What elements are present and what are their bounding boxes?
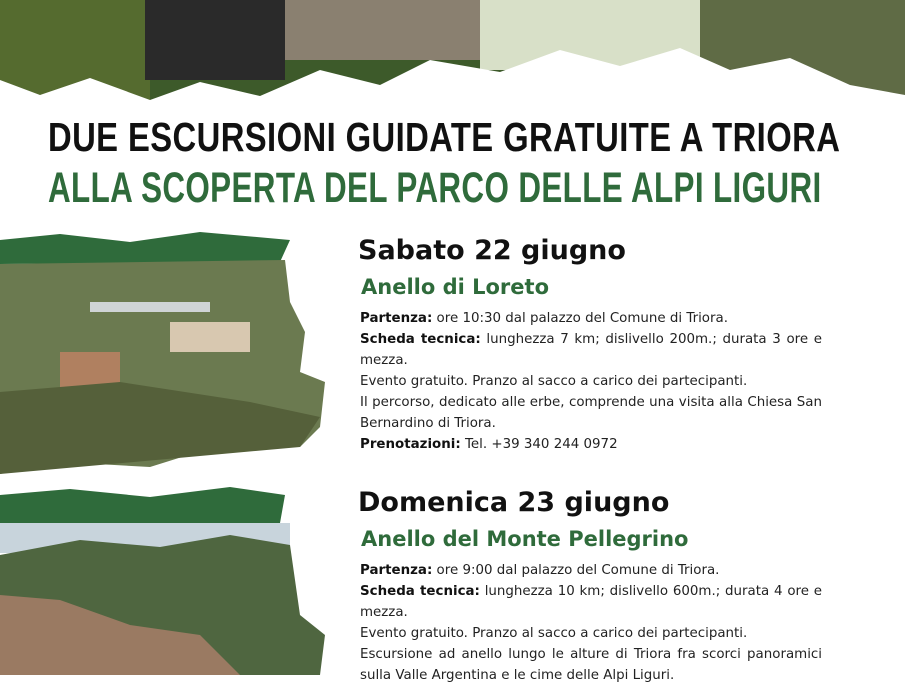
event-details <box>360 308 822 455</box>
departure-label: Partenza: <box>360 311 433 326</box>
event-sunday <box>358 484 822 686</box>
tech-details: lunghezza 10 km; dislivello 600m.; durata 4 ore e mezza. <box>360 584 822 620</box>
event-day: Domenica 23 giugno <box>358 487 670 518</box>
event-details <box>360 560 822 686</box>
tech-label: Scheda tecnica: <box>360 584 480 599</box>
monte-pellegrino-photo <box>0 485 330 675</box>
headline-line2: ALLA SCOPERTA DEL PARCO DELLE ALPI LIGURI <box>48 164 822 212</box>
hero-photo <box>0 0 905 110</box>
event-route: Anello di Loreto <box>361 275 549 299</box>
departure: ore 9:00 dal palazzo del Comune di Triora. <box>432 563 720 578</box>
departure-label: Partenza: <box>360 563 433 578</box>
event-day: Sabato 22 giugno <box>358 235 626 266</box>
headline-line1: DUE ESCURSIONI GUIDATE GRATUITE A TRIORA <box>48 114 841 160</box>
event-description: Escursione ad anello lungo le alture di Triora fra scorci panoramici sulla Valle Argentina e le cime delle Alpi Liguri. <box>360 647 822 683</box>
booking-phone: Tel. +39 340 244 0972 <box>460 437 618 452</box>
event-description: Il percorso, dedicato alle erbe, comprende una visita alla Chiesa San Bernardino di Triora. <box>360 395 822 431</box>
tech-details: lunghezza 7 km; dislivello 200m.; durata 3 ore e mezza. <box>360 332 822 368</box>
booking-label: Prenotazioni: <box>360 437 461 452</box>
event-route: Anello del Monte Pellegrino <box>361 527 689 551</box>
loreto-photo <box>0 232 330 477</box>
event-note: Evento gratuito. Pranzo al sacco a carico dei partecipanti. <box>360 626 748 641</box>
event-saturday <box>358 232 822 455</box>
event-note: Evento gratuito. Pranzo al sacco a carico dei partecipanti. <box>360 374 748 389</box>
departure: ore 10:30 dal palazzo del Comune di Triora. <box>432 311 728 326</box>
tech-label: Scheda tecnica: <box>360 332 481 347</box>
